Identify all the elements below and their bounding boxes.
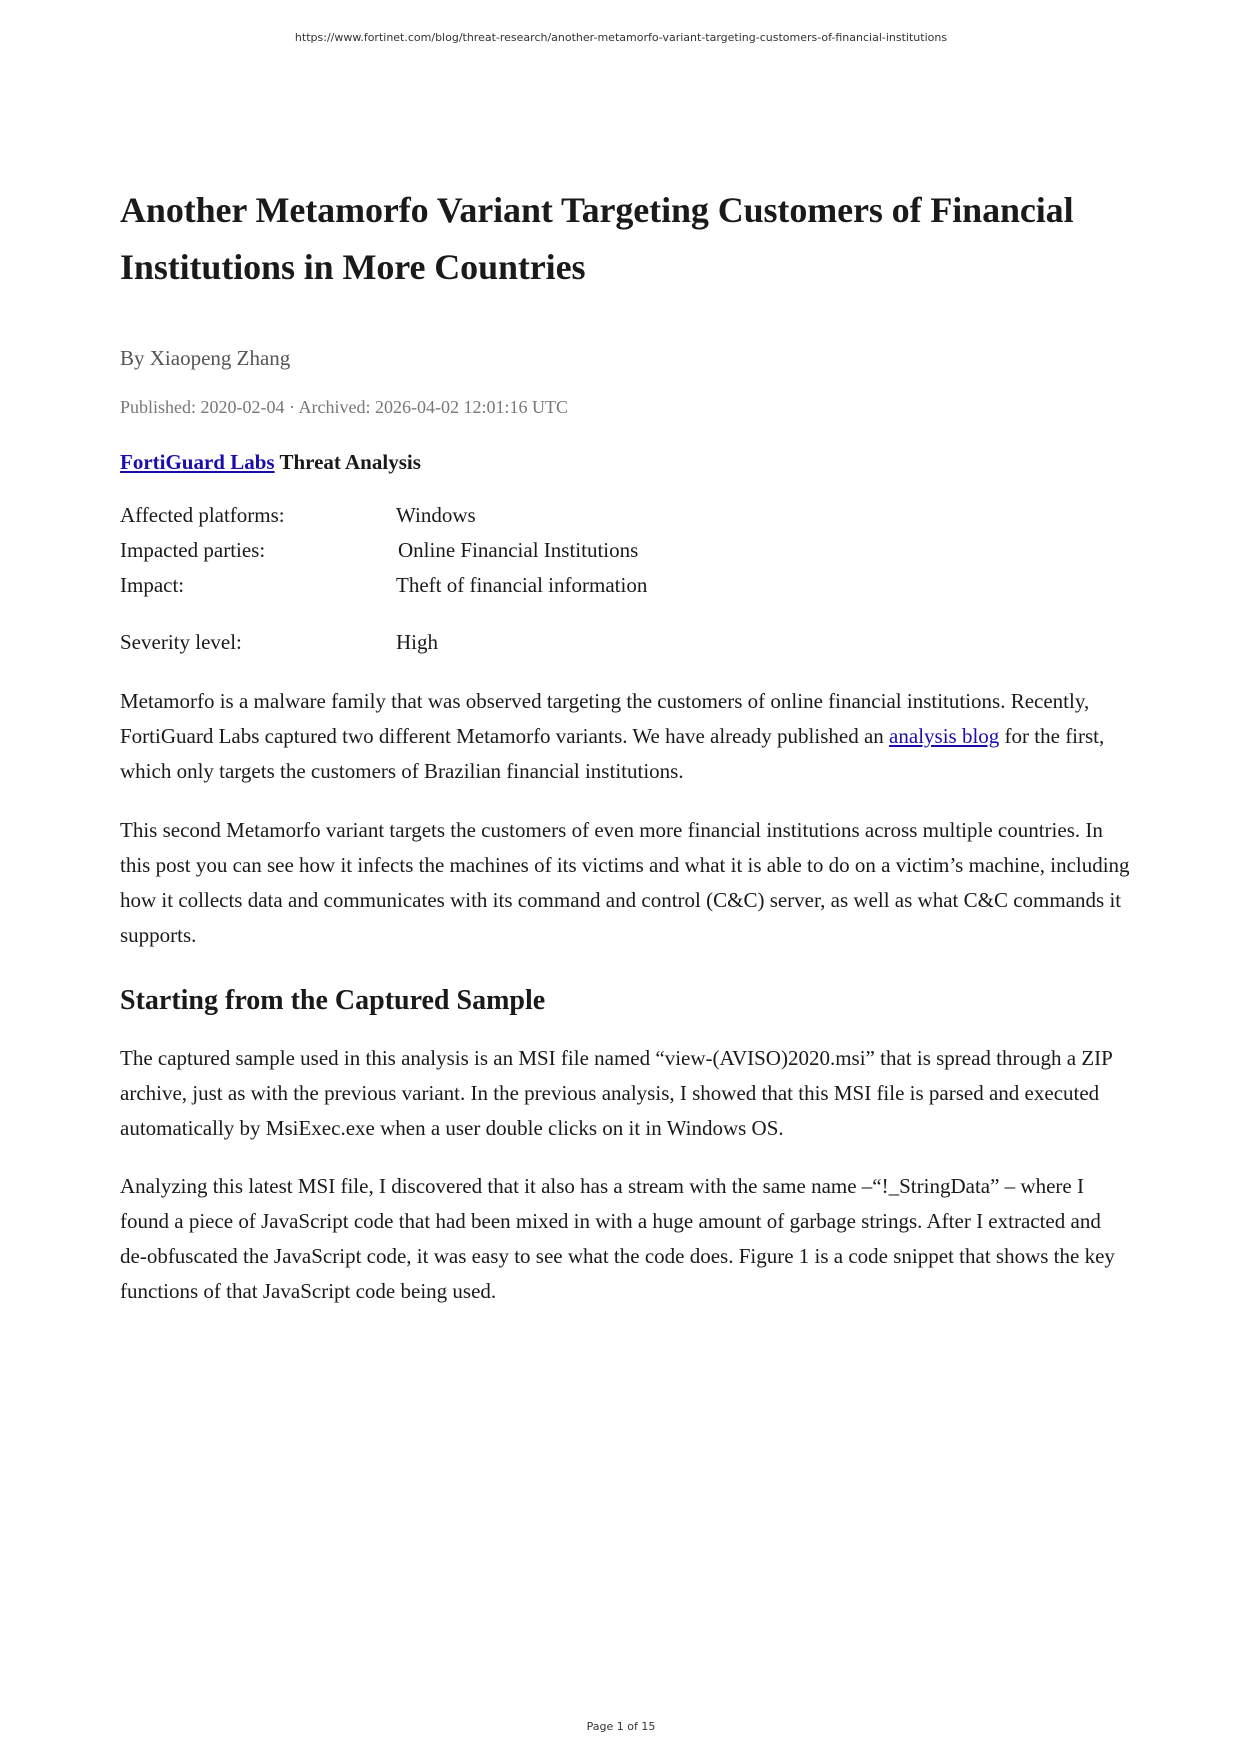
detail-row-impact	[120, 573, 648, 598]
impact-label: Impact:	[120, 573, 185, 597]
affected-platforms-label: Affected platforms:	[120, 503, 285, 527]
captured-sample-paragraph	[120, 1041, 1132, 1146]
author-byline: By Xiaopeng Zhang	[120, 346, 291, 370]
second-variant-text: This second Metamorfo variant targets the customers of even more financial institutions across multiple countries. In this post you can see how it infects the machines of its victims and what it is able to do on a victim’s machine, including how it collects data and communicates with its command and control (C&C) server, as well as what C&C commands it supports.	[120, 818, 1130, 947]
detail-row-severity	[120, 630, 438, 655]
msi-analysis-text: Analyzing this latest MSI file, I discovered that it also has a stream with the same name –“!_StringData” – where I found a piece of JavaScript code that had been mixed in with a huge amount of garbage strings. After I extracted and de-obfuscated the JavaScript code, it was easy to see what the code does. Figure 1 is a code snippet that shows the key functions of that JavaScript code being used.	[120, 1174, 1115, 1303]
published-date: Published: 2020-02-04 · Archived: 2026-04-02 12:01:16 UTC	[120, 397, 568, 417]
severity-value: High	[396, 630, 438, 654]
impacted-parties-value: Online Financial Institutions	[398, 538, 639, 562]
section-heading: Starting from the Captured Sample	[120, 985, 546, 1016]
intro-paragraph	[120, 684, 1132, 789]
second-variant-paragraph	[120, 813, 1132, 953]
severity-label: Severity level:	[120, 630, 242, 654]
article-header	[120, 182, 1130, 296]
intro-text-start: Metamorfo is a malware family that was observed targeting the customers of online financial institutions. Recently, FortiGuard Labs captured two different Metamorfo variants. We have already published an	[120, 689, 1090, 748]
fortiguard-labs-link[interactable]: FortiGuard Labs	[120, 450, 275, 474]
intro-text-end: for the first, which only targets the customers of Brazilian financial institutions.	[120, 724, 1105, 783]
affected-platforms-value: Windows	[396, 503, 476, 527]
msi-analysis-paragraph	[120, 1169, 1132, 1309]
page-title: Another Metamorfo Variant Targeting Customers of Financial Institutions in More Countries	[120, 190, 1074, 287]
impacted-parties-label: Impacted parties:	[120, 538, 266, 562]
page-number: Page 1 of 15	[586, 1720, 656, 1733]
page-url-header: https://www.fortinet.com/blog/threat-research/another-metamorfo-variant-targeting-customers-of-financial-institutions	[294, 31, 948, 44]
threat-analysis-text: Threat Analysis	[274, 450, 421, 474]
detail-row-affected	[120, 503, 476, 528]
captured-sample-text: The captured sample used in this analysis is an MSI file named “view-(AVISO)2020.msi” that is spread through a ZIP archive, just as with the previous variant. In the previous analysis, I showed that this MSI file is parsed and executed automatically by MsiExec.exe when a user double clicks on it in Windows OS.	[120, 1046, 1113, 1140]
threat-analysis-label	[120, 450, 421, 475]
impact-value: Theft of financial information	[396, 573, 648, 597]
detail-row-impacted	[120, 538, 639, 563]
analysis-blog-link[interactable]: analysis blog	[889, 724, 1000, 748]
